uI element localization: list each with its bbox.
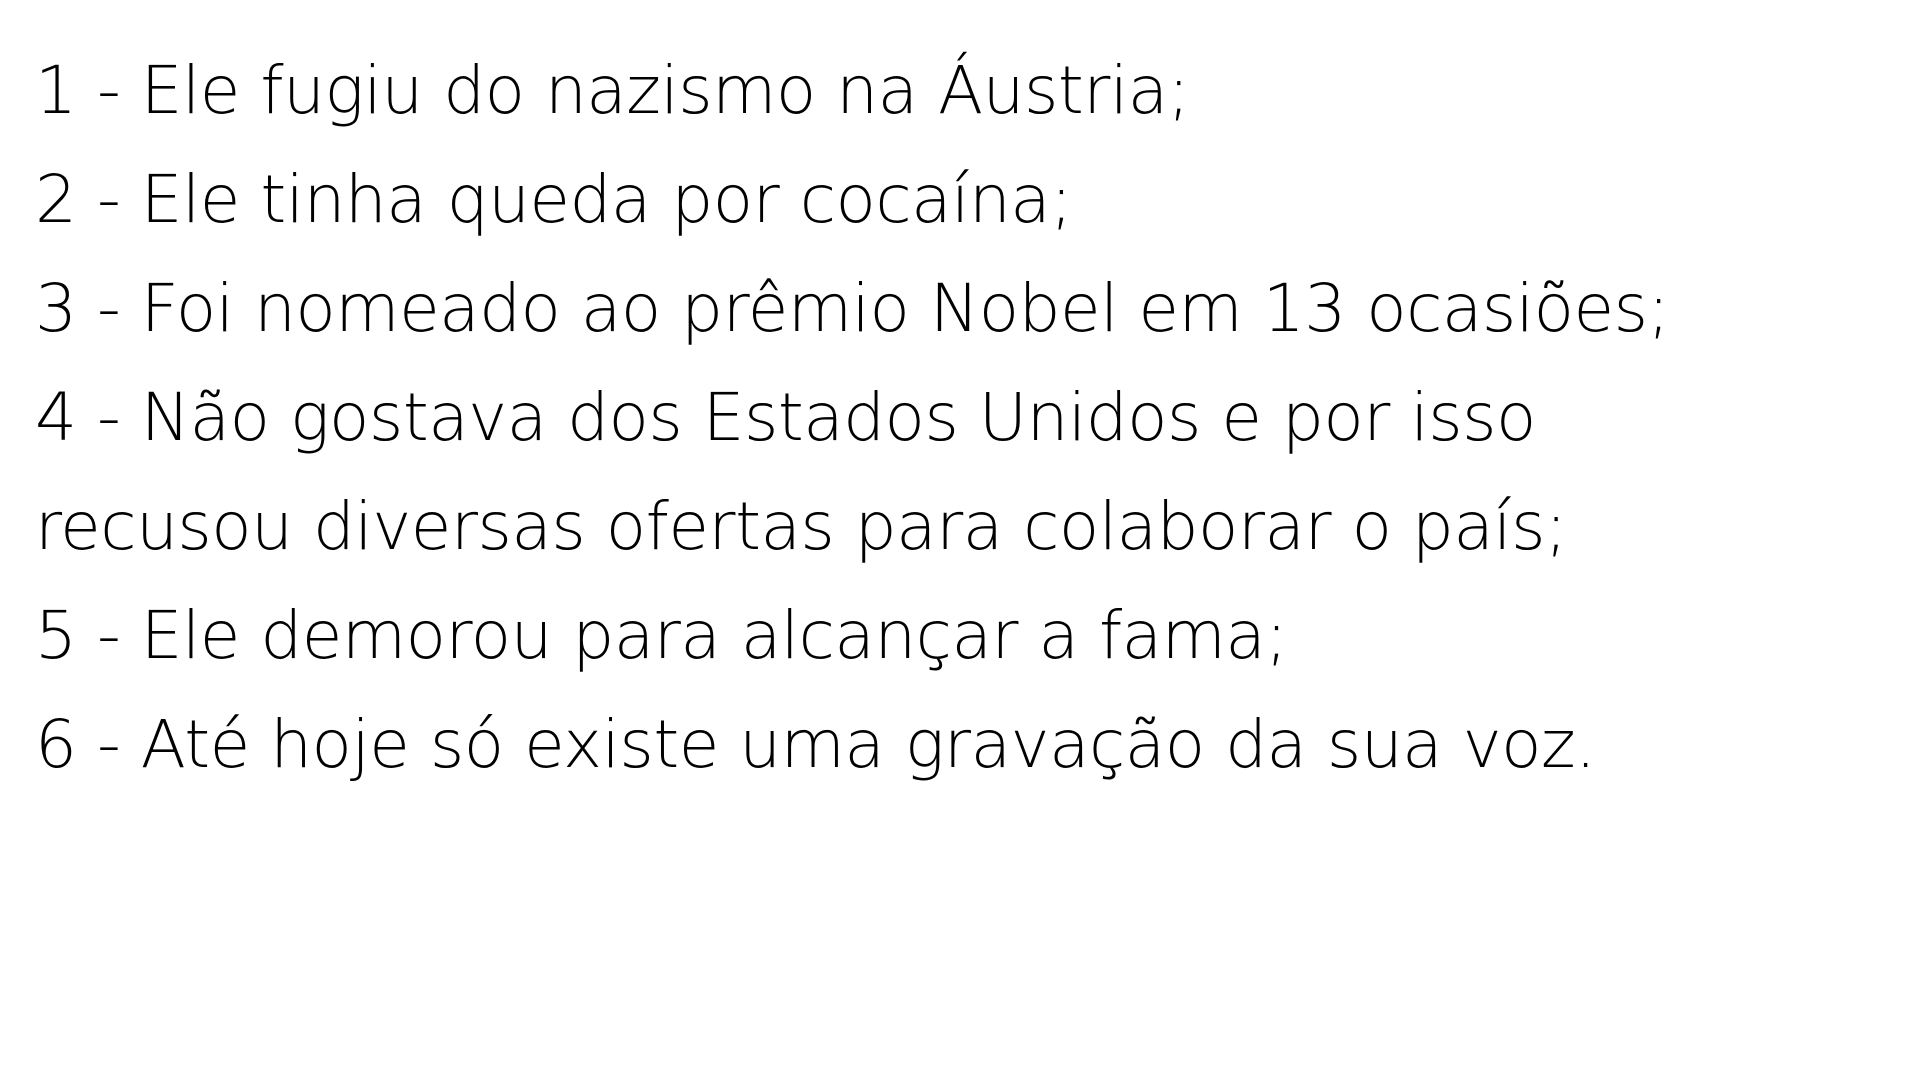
fact-line-2: 2 - Ele tinha queda por cocaína;	[35, 161, 1072, 238]
fact-line-6: 6 - Até hoje só existe uma gravação da sua voz.	[35, 706, 1596, 783]
fact-line-1: 1 - Ele fugiu do nazismo na Áustria;	[35, 52, 1190, 129]
fact-line-3: 3 - Foi nomeado ao prêmio Nobel em 13 ocasiões;	[35, 270, 1670, 347]
fact-line-4: 4 - Não gostava dos Estados Unidos e por isso	[35, 379, 1536, 456]
fact-line-4-continued: recusou diversas ofertas para colaborar o país;	[35, 488, 1567, 565]
fact-line-5: 5 - Ele demorou para alcançar a fama;	[35, 597, 1288, 674]
fact-list	[35, 36, 1895, 799]
